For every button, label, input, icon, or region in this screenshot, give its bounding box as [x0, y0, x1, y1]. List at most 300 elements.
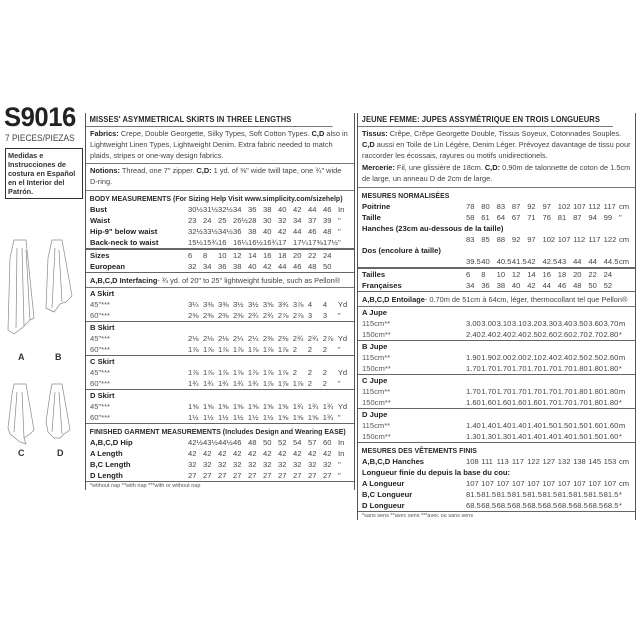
interfacing-text: A,B,C,D Interfacing- ¾ yd. of 20" to 25" lightweight fusible, such as Pellon® [86, 273, 354, 288]
cell-value: 42 [323, 448, 332, 458]
unit: * [619, 363, 635, 375]
cell-value: 1⅝ [277, 401, 289, 411]
cell-value: 34 [466, 280, 481, 292]
cell-value: 97 [527, 234, 536, 244]
cell-value: 68.5 [542, 500, 558, 510]
cell-value: 42 [527, 256, 542, 268]
cell-value: 1.70 [572, 397, 588, 407]
cell-value: 14 [527, 269, 536, 279]
cell-value: 26½ [233, 215, 248, 225]
yardage-table [86, 356, 354, 390]
cell-value: 81.5 [557, 489, 573, 499]
cell-value: 34 [203, 261, 218, 273]
cell-value: 18 [278, 250, 287, 260]
unit [619, 280, 635, 292]
row-label: Waist [90, 215, 110, 225]
table-row [358, 363, 635, 375]
cell-value: 68.5 [496, 500, 512, 510]
french-title: JEUNE FEMME: JUPES ASSYMÉTRIQUE EN TROIS LONGUEURS [358, 113, 613, 127]
cell-value: 1⅝ [202, 401, 214, 411]
cell-value: 10 [218, 250, 227, 260]
cell-value: 1.50 [572, 420, 588, 430]
cell-value: 42 [308, 448, 317, 458]
cell-value: 107 [573, 478, 586, 488]
table-row [358, 268, 635, 280]
row-label: 45"*** [90, 401, 111, 411]
unit: m [618, 420, 626, 430]
cell-value: 102 [542, 234, 556, 244]
cell-value: 78 [466, 201, 475, 211]
cell-value: 16 [218, 237, 233, 249]
cell-value: 83 [466, 234, 475, 244]
row-label: 60"*** [86, 344, 188, 356]
cell-value: 32½ [218, 204, 233, 214]
unit: " [338, 378, 354, 390]
cell-value: 1.40 [511, 431, 527, 441]
cell-value: 33½ [203, 226, 218, 236]
cell-value: 2¼ [247, 333, 259, 343]
cell-value: 40.5 [496, 256, 512, 266]
cell-value: 2¾ [292, 333, 304, 343]
yardage-table [358, 307, 635, 341]
row-label: Back-neck to waist [86, 237, 188, 249]
cell-value: 1.30 [466, 431, 481, 441]
cell-value: 1.80 [572, 386, 588, 396]
cell-value: 50 [323, 261, 338, 273]
cell-value: 25 [218, 215, 227, 225]
view-label-c: C [18, 448, 25, 458]
cell-value: 1½ [188, 412, 203, 424]
row-label: 115cm** [362, 318, 391, 328]
cell-value: 44.5 [603, 256, 619, 266]
cell-value: 2⅜ [233, 310, 248, 322]
cell-value: 1½ [248, 412, 263, 424]
cell-value: 1⅞ [188, 367, 199, 377]
table-subheader: Hanches (23cm au-dessous de la taille) [362, 223, 504, 233]
row-label: European [86, 261, 188, 273]
table-row [86, 249, 354, 261]
cell-value: 42 [203, 448, 212, 458]
cell-value: 2⅜ [277, 333, 289, 343]
cell-value: 107 [542, 478, 556, 488]
cell-value: 16¾ [263, 237, 278, 247]
cell-value: 20 [293, 250, 302, 260]
cell-value: 18 [557, 269, 567, 279]
cell-value: 2¾ [248, 310, 263, 322]
cell-value: 1.50 [557, 420, 573, 430]
cell-value: 3.20 [527, 318, 542, 328]
english-finished-table [86, 437, 354, 482]
cell-value: 3.70 [603, 318, 619, 328]
table-subheader: Dos (encolure à taille) [362, 245, 441, 255]
cell-value: 1⅞ [278, 344, 293, 356]
cell-value: 1.40 [527, 420, 542, 430]
cell-value: 1.40 [481, 420, 497, 430]
mercerie-text: Mercerie: Fil, une glissière de 18cm. C,D: 0.90m de talonnette de coton de 1.5cm de large, un anneau D de 2cm de large. [358, 161, 635, 188]
cell-value: 1⅞ [232, 367, 244, 377]
view-label-b: B [55, 352, 62, 362]
cell-value: 1.70 [527, 363, 542, 373]
cell-value: 37 [308, 215, 317, 225]
cell-value: 16½ [248, 237, 263, 247]
cell-value: 132 [557, 456, 571, 466]
cell-value: 88 [496, 234, 506, 244]
cell-value: 32½ [188, 226, 203, 236]
cell-value: 48 [308, 261, 323, 273]
cell-value: 2 [323, 378, 338, 390]
cell-value: 2 [322, 367, 327, 377]
cell-value: 6 [466, 269, 471, 279]
unit: " [338, 344, 354, 356]
cell-value: 27 [233, 470, 248, 482]
table-subheader: B Jupe [362, 341, 388, 351]
cell-value: 3.60 [588, 318, 604, 328]
cell-value: 4 [322, 299, 328, 309]
cell-value: 40 [481, 256, 496, 268]
cell-value: 17½ [323, 237, 338, 247]
mesures-finis-header: MESURES DES VÊTEMENTS FINIS [361, 445, 477, 455]
cell-value: 6 [188, 250, 193, 260]
cell-value: 46 [308, 226, 317, 236]
cell-value: 3⅝ [262, 299, 274, 309]
cell-value: 3⅞ [292, 299, 304, 309]
cell-value: 81 [557, 212, 567, 222]
cell-value: 107 [557, 234, 571, 244]
cell-value: 39 [323, 215, 332, 225]
french-chart [357, 113, 636, 520]
cell-value: 68.5 [511, 500, 527, 510]
cell-value: 1.80 [603, 363, 619, 373]
cell-value: 1.50 [572, 431, 588, 441]
cell-value: 81.5 [542, 489, 558, 499]
cell-value: 102 [557, 201, 571, 211]
cell-value: 1.70 [557, 397, 573, 407]
cell-value: 12 [233, 250, 242, 260]
cell-value: 1.40 [527, 431, 542, 441]
tissus-text: Tissus: Crêpe, Crêpe Georgette Double, Tissus Soyeux, Cotonnades Souples. C,D aussi en Toile de Lin Légère, Denim Léger. Prévoyez davantage de tissu pour raccorder les écossais, rayures ou motifs unidirectionels. [362, 129, 631, 160]
cell-value: 1⅝ [232, 401, 244, 411]
cell-value: 94 [588, 212, 597, 222]
cell-value: 122 [527, 456, 540, 466]
cell-value: 3½ [232, 299, 244, 309]
cell-value: 1.70 [542, 397, 558, 407]
cell-value: 2⅛ [202, 333, 214, 343]
cell-value: 107 [466, 478, 479, 488]
cell-value: 42 [263, 261, 278, 273]
cell-value: 1⅝ [188, 401, 199, 411]
cell-value: 34 [293, 215, 302, 225]
cell-value: 1⅞ [263, 344, 278, 356]
row-label: A,B,C,D Hip [90, 437, 133, 447]
cell-value: 1¾ [323, 412, 338, 424]
row-label: 150cm** [358, 431, 466, 443]
cell-value: 68.5 [557, 500, 573, 510]
cell-value: 44½ [218, 437, 233, 447]
yardage-table [86, 322, 354, 356]
cell-value: 32 [248, 459, 257, 469]
cell-value: 2.50 [572, 352, 588, 362]
cell-value: 1⅞ [263, 378, 278, 390]
cell-value: 44 [573, 256, 588, 268]
cell-value: 22 [588, 269, 597, 279]
unit: cm [619, 478, 630, 488]
unit: Yd [337, 401, 348, 411]
english-body-table [86, 204, 354, 273]
cell-value: 17¼ [293, 237, 308, 247]
cell-value: 2⅞ [293, 310, 308, 322]
cell-value: 1⅞ [188, 344, 203, 356]
english-chart [85, 113, 355, 490]
table-row [358, 431, 635, 443]
spanish-note: Medidas e Instrucciones de costura en Español en el Interior del Patrón. [5, 148, 83, 199]
cell-value: 2.40 [466, 329, 481, 339]
row-label: Françaises [358, 280, 466, 292]
skirt-a-sketch-icon [0, 238, 82, 338]
table-row [86, 204, 354, 215]
unit: cm [619, 456, 630, 466]
cell-value: 68.5 [603, 500, 619, 510]
table-row [86, 237, 354, 249]
cell-value: 58 [466, 212, 475, 222]
cell-value: 10 [496, 269, 506, 279]
view-label-d: D [57, 448, 64, 458]
cell-value: 48 [323, 226, 332, 236]
unit: * [619, 431, 635, 443]
row-label [358, 234, 466, 245]
english-footnote: *without nap **with nap ***with or without nap [90, 482, 201, 489]
cell-value: 1½ [218, 412, 233, 424]
cell-value: 2.60 [542, 329, 558, 339]
cell-value: 46 [293, 261, 308, 273]
table-subheader: B Skirt [90, 322, 115, 332]
cell-value: 8 [481, 269, 486, 279]
cell-value: 2¾ [263, 310, 278, 322]
cell-value: 40 [248, 261, 263, 273]
cell-value: 107 [603, 478, 617, 488]
cell-value: 1¾ [307, 401, 319, 411]
cell-value: 3.10 [496, 318, 512, 328]
table-subheader: D Jupe [362, 409, 388, 419]
unit: In [338, 448, 345, 458]
row-label: 60"*** [86, 412, 188, 424]
cell-value: 1.40 [496, 420, 512, 430]
cell-value: 32 [263, 459, 272, 469]
cell-value: 42 [233, 448, 242, 458]
cell-value: 14 [248, 250, 257, 260]
cell-value: 1.40 [511, 420, 527, 430]
cell-value: 17⅜ [308, 237, 323, 247]
cell-value: 40 [512, 280, 527, 292]
cell-value: 68.5 [588, 500, 604, 510]
cell-value: 27 [323, 470, 338, 482]
cell-value: 107 [496, 478, 510, 488]
notions-text: Notions: Thread, one 7" zipper. C,D: 1 yd. of ⅜" wide twill tape, one ¾" wide D-ring. [86, 164, 354, 191]
cell-value: 2.10 [527, 352, 542, 362]
cell-value: 1⅝ [217, 401, 229, 411]
cell-value: 32 [278, 215, 287, 225]
mesures-normalisees-header: MESURES NORMALISÉES [361, 190, 450, 200]
cell-value: 1⅝ [262, 401, 274, 411]
cell-value: 92 [511, 234, 521, 244]
cell-value: 1⅞ [233, 344, 248, 356]
row-label: A Longueur [362, 478, 405, 488]
cell-value: 111 [481, 456, 493, 466]
cell-value: 1.90 [466, 352, 481, 362]
cell-value: 50 [588, 280, 603, 292]
row-label: Hip-9" below waist [90, 226, 158, 236]
cell-value: 112 [573, 234, 586, 244]
cell-value: 117 [603, 201, 616, 211]
cell-value: 1½ [203, 412, 218, 424]
cell-value: 36 [481, 280, 496, 292]
row-label: 60"*** [86, 310, 188, 322]
table-row [358, 352, 635, 363]
table-row [358, 280, 635, 292]
cell-value: 81.5 [481, 489, 497, 499]
cell-value: 113 [496, 456, 509, 466]
cell-value: 2 [307, 367, 312, 377]
cell-value: 42 [278, 226, 287, 236]
cell-value: 1⅞ [217, 367, 229, 377]
table-row [358, 397, 635, 409]
cell-value: 76 [542, 212, 551, 222]
cell-value: 1.70 [511, 386, 527, 396]
cell-value: 138 [573, 456, 586, 466]
cell-value: 44 [588, 256, 603, 268]
cell-value: 32 [218, 459, 227, 469]
cell-value: 107 [481, 478, 494, 488]
cell-value: 27 [278, 470, 293, 482]
envelope-header [0, 103, 82, 199]
table-subheader: C Jupe [362, 375, 388, 385]
cell-value: 2.50 [527, 329, 542, 339]
cell-value: 1½ [233, 412, 248, 424]
row-label: 45"*** [90, 333, 111, 343]
unit: * [619, 500, 635, 512]
cell-value: 24 [323, 250, 332, 260]
unit: cm [619, 256, 635, 268]
cell-value: 1.70 [527, 386, 542, 396]
illustrations-cd [0, 382, 82, 482]
cell-value: 1.80 [603, 386, 619, 396]
cell-value: 32 [233, 459, 242, 469]
row-label: A Length [90, 448, 123, 458]
cell-value: 1⅞ [247, 367, 259, 377]
cell-value: 1⅞ [203, 344, 218, 356]
cell-value: 1.70 [466, 386, 481, 396]
table-row [86, 333, 354, 344]
cell-value: 81.5 [527, 489, 542, 499]
cell-value: 68.5 [466, 500, 481, 510]
cell-value: 67 [511, 212, 521, 222]
yardage-table [358, 341, 635, 375]
cell-value: 1¾ [292, 401, 304, 411]
cell-value: 1.40 [466, 420, 481, 430]
cell-value: 1.50 [542, 420, 558, 430]
cell-value: 2.50 [588, 352, 604, 362]
cell-value: 2⅜ [218, 310, 233, 322]
cell-value: 60 [323, 437, 332, 447]
cell-value: 2⅞ [278, 310, 293, 322]
cell-value: 2.40 [496, 329, 512, 339]
fabrics-text: Fabrics: Crepe, Double Georgette, Silky Types, Soft Cotton Types. C,D also in Lightweight Linen Types, Lightweight Denim. Extra fabric needed to match plaids, stripes or one-way design fabrics. [86, 127, 354, 164]
cell-value: 1¾ [203, 378, 218, 390]
cell-value: 2 [323, 344, 338, 356]
cell-value: 1¾ [248, 378, 263, 390]
unit: " [338, 459, 341, 469]
table-subheader: D Skirt [90, 390, 115, 400]
cell-value: 2.00 [496, 352, 512, 362]
french-yardage [358, 307, 635, 443]
row-label: Poitrine [362, 201, 391, 211]
table-row [86, 448, 354, 459]
cell-value: 41.5 [511, 256, 527, 266]
unit: m [618, 352, 626, 362]
table-row [86, 412, 354, 424]
cell-value: 36 [233, 226, 242, 236]
cell-value: 107 [573, 201, 586, 211]
cell-value: 1.60 [603, 420, 619, 430]
unit: " [338, 237, 354, 249]
cell-value: 1.70 [542, 363, 558, 373]
cell-value: 1.30 [496, 431, 512, 441]
row-label: 150cm** [358, 363, 466, 375]
unit: * [619, 489, 622, 499]
cell-value: 2.00 [511, 352, 527, 362]
unit: Yd [337, 333, 348, 343]
cell-value: 1.60 [481, 397, 497, 407]
illustrations-ab [0, 238, 82, 368]
body-measurements-header: BODY MEASUREMENTS (For Sizing Help Visit www.simplicity.com/sizehelp) [89, 193, 343, 203]
cell-value: 36 [218, 261, 233, 273]
table-row [358, 318, 635, 329]
cell-value: 81.5 [496, 489, 512, 499]
cell-value: 1⅞ [202, 367, 214, 377]
cell-value: 1.60 [511, 397, 527, 407]
cell-value: 46 [233, 437, 242, 447]
cell-value: 1⅝ [308, 412, 323, 424]
row-label: 150cm** [358, 329, 466, 341]
cell-value: 108 [466, 456, 479, 466]
yardage-table [358, 409, 635, 443]
table-subheader: A Skirt [90, 288, 115, 298]
unit: * [619, 397, 635, 409]
cell-value: 44 [542, 280, 557, 292]
row-label: Sizes [90, 250, 110, 260]
cell-value: 87 [511, 201, 521, 211]
row-label: Bust [90, 204, 107, 214]
cell-value: 44 [308, 204, 317, 214]
row-label: A,B,C,D Hanches [362, 456, 425, 466]
unit: In [338, 204, 345, 214]
cell-value: 1.80 [603, 397, 619, 407]
unit: " [338, 412, 354, 424]
cell-value: 87 [573, 212, 582, 222]
row-label: B,C Length [90, 459, 131, 469]
cell-value: 27 [263, 470, 278, 482]
cell-value: 42 [293, 448, 302, 458]
cell-value: 1⅞ [277, 367, 289, 377]
cell-value: 1.60 [466, 397, 481, 407]
cell-value: 12 [511, 269, 521, 279]
row-label: 115cm** [362, 352, 391, 362]
cell-value: 2¼ [232, 333, 244, 343]
cell-value: 2.70 [588, 329, 604, 339]
cell-value: 42 [188, 448, 197, 458]
table-row [86, 215, 354, 226]
table-row [358, 478, 635, 489]
cell-value: 17 [278, 237, 293, 249]
